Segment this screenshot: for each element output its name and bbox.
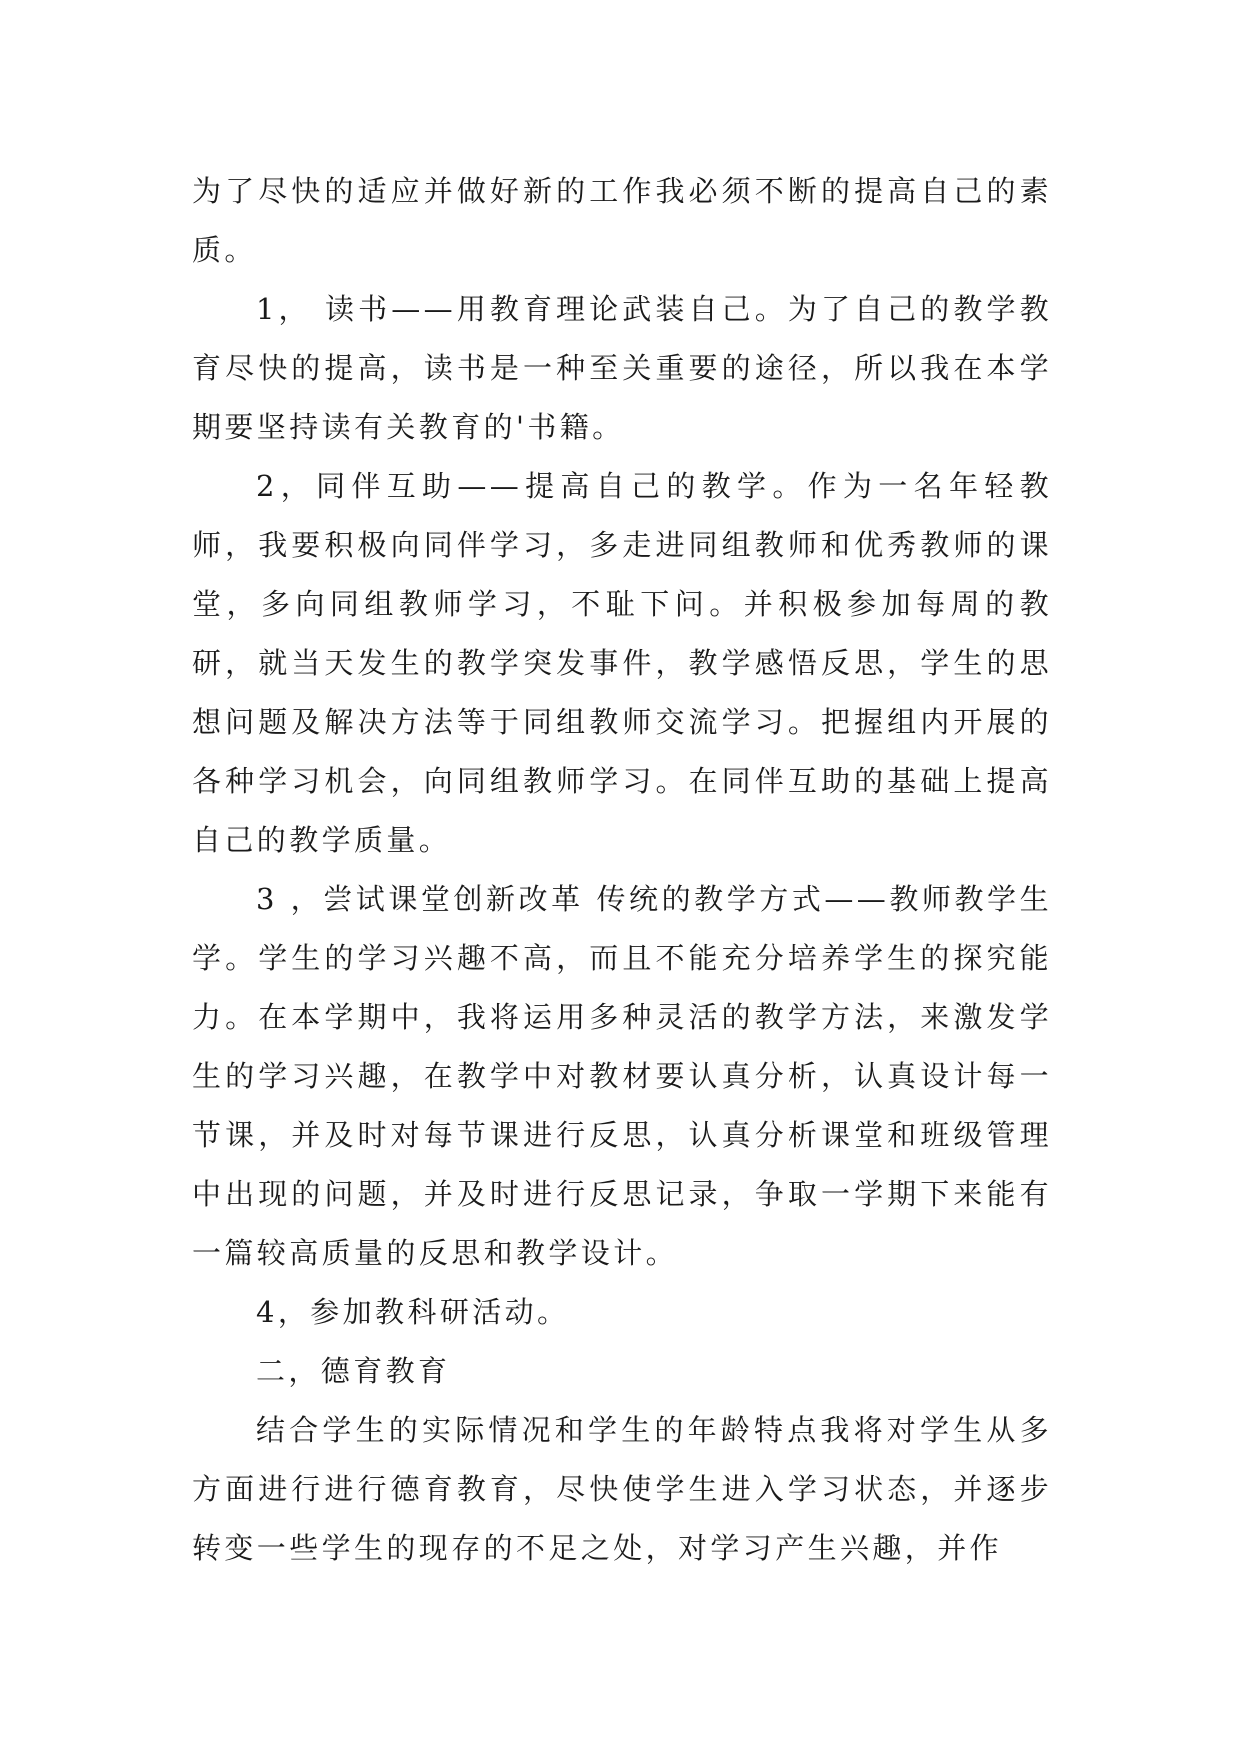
paragraph-item-4-research: 4，参加教科研活动。 xyxy=(256,1295,570,1329)
paragraph-intro: 为了尽快的适应并做好新的工作我必须不断的提高自己的素质。 xyxy=(192,174,1052,267)
section-heading-moral-education: 二，德育教育 xyxy=(256,1354,451,1388)
paragraph-item-3-classroom-innovation: 3 ，尝试课堂创新改革 传统的教学方式——教师教学生学。学生的学习兴趣不高，而且不能充分培养学生的探究能力。在本学期中，我将运用多种灵活的教学方法，来激发学生的学习兴趣，在教学中对教材要认真分析，认真设计每一节课，并及时对每节课进行反思，认真分析课堂和班级管理中出现的问题，并及时进行反思记录，争取一学期下来能有一篇较高质量的反思和教学设计。 xyxy=(192,882,1052,1270)
paragraph-item-2-peer-support: 2，同伴互助——提高自己的教学。作为一名年轻教师，我要积极向同伴学习，多走进同组教师和优秀教师的课堂，多向同组教师学习，不耻下问。并积极参加每周的教研，就当天发生的教学突发事件，教学感悟反思，学生的思想问题及解决方法等于同组教师交流学习。把握组内开展的各种学习机会，向同组教师学习。在同伴互助的基础上提高自己的教学质量。 xyxy=(192,469,1052,857)
document-body xyxy=(192,162,1052,1578)
paragraph-moral-education: 结合学生的实际情况和学生的年龄特点我将对学生从多方面进行进行德育教育，尽快使学生进入学习状态，并逐步转变一些学生的现存的不足之处，对学习产生兴趣，并作 xyxy=(192,1413,1052,1565)
paragraph-item-1-reading: 1， 读书——用教育理论武装自己。为了自己的教学教育尽快的提高，读书是一种至关重要的途径，所以我在本学期要坚持读有关教育的'书籍。 xyxy=(192,292,1052,444)
